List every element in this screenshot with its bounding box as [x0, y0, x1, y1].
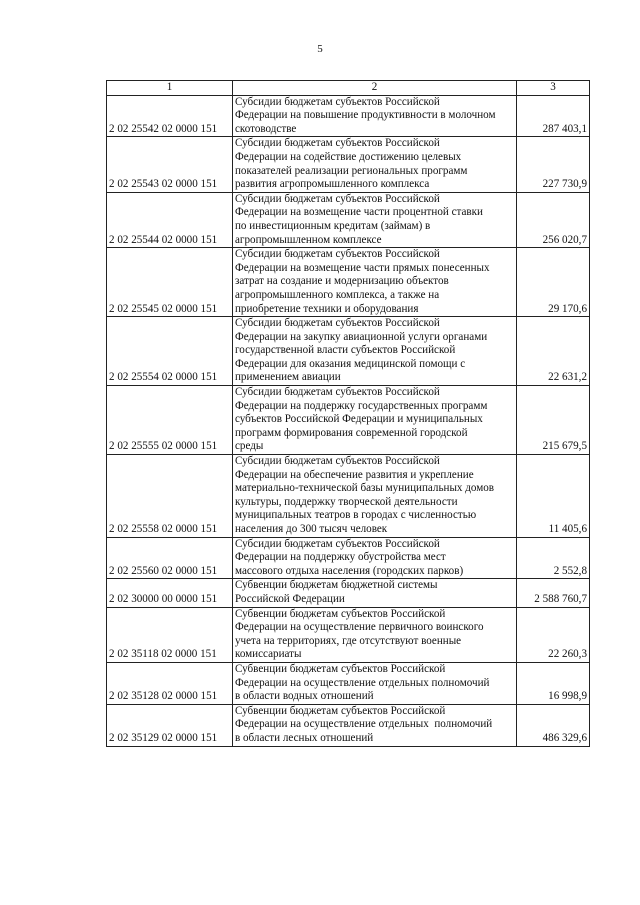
description-line: Федерации на осуществление отдельных полномочий: [235, 718, 493, 731]
description-line: Субсидии бюджетам субъектов Российской: [235, 137, 440, 150]
description-line: в области водных отношений: [235, 690, 374, 703]
revenue-code: 2 02 35118 02 0000 151: [107, 607, 233, 662]
table-row: [107, 537, 590, 579]
description-line: муниципальных театров в городах с численностью: [235, 509, 477, 522]
column-header-1: 1: [107, 81, 233, 96]
revenue-code: 2 02 30000 00 0000 151: [107, 579, 233, 607]
description-line: населения до 300 тысяч человек: [235, 523, 388, 535]
revenue-description: [233, 704, 517, 746]
table-row: [107, 317, 590, 386]
description-line: культуры, поддержку творческой деятельности: [235, 495, 458, 508]
description-line: Федерации на содействие достижению целевых: [235, 150, 462, 163]
revenue-code: 2 02 25560 02 0000 151: [107, 537, 233, 579]
description-line: по инвестиционным кредитам (займам) в: [235, 219, 431, 232]
description-line: агропромышленного комплекса, а также на: [235, 288, 440, 301]
table-row: [107, 662, 590, 704]
description-line: Субсидии бюджетам субъектов Российской: [235, 248, 440, 261]
description-line: комиссариаты: [235, 648, 302, 661]
revenue-description: [233, 317, 517, 386]
table-row: [107, 579, 590, 607]
revenue-description: [233, 248, 517, 317]
revenue-code: 2 02 25543 02 0000 151: [107, 137, 233, 192]
table-row: [107, 192, 590, 247]
description-line: среды: [235, 440, 264, 453]
description-line: Субсидии бюджетам субъектов Российской: [235, 317, 440, 330]
revenue-amount: 256 020,7: [517, 192, 590, 247]
description-line: приобретение техники и оборудования: [235, 302, 419, 315]
description-line: Федерации для оказания медицинской помощи с: [235, 357, 466, 370]
description-line: Федерации на осуществление отдельных полномочий: [235, 676, 490, 689]
revenue-code: 2 02 35129 02 0000 151: [107, 704, 233, 746]
table-row: [107, 704, 590, 746]
revenue-amount: 22 260,3: [517, 607, 590, 662]
description-line: Субсидии бюджетам субъектов Российской: [235, 537, 440, 550]
description-line: субъектов Российской Федерации и муниципальных: [235, 413, 483, 426]
revenue-amount: 227 730,9: [517, 137, 590, 192]
description-line: государственной власти субъектов Российской: [235, 344, 456, 357]
description-line: Федерации на возмещение части прямых понесенных: [235, 261, 490, 274]
revenue-code: 2 02 25554 02 0000 151: [107, 317, 233, 386]
description-line: Субсидии бюджетам субъектов Российской: [235, 192, 440, 205]
description-line: показателей реализации региональных программ: [235, 164, 468, 177]
revenue-amount: 2 588 760,7: [517, 579, 590, 607]
table-row: [107, 386, 590, 455]
column-header-3: 3: [517, 81, 590, 96]
revenue-amount: 11 405,6: [517, 455, 590, 538]
description-line: Субсидии бюджетам субъектов Российской: [235, 455, 440, 468]
revenue-amount: 486 329,6: [517, 704, 590, 746]
description-line: Субвенции бюджетам бюджетной системы: [235, 579, 438, 592]
revenue-code: 2 02 25544 02 0000 151: [107, 192, 233, 247]
revenue-description: [233, 95, 517, 137]
description-line: Федерации на поддержку обустройства мест: [235, 551, 446, 564]
revenue-code: 2 02 25542 02 0000 151: [107, 95, 233, 137]
revenue-description: [233, 579, 517, 607]
description-line: Федерации на повышение продуктивности в молочном: [235, 109, 496, 122]
description-line: Федерации на возмещение части процентной ставки: [235, 206, 483, 219]
revenue-description: [233, 386, 517, 455]
column-header-2: 2: [233, 81, 517, 96]
revenue-description: [233, 192, 517, 247]
table-row: [107, 248, 590, 317]
revenue-amount: 2 552,8: [517, 537, 590, 579]
table-row: [107, 607, 590, 662]
description-line: затрат на создание и модернизацию объектов: [235, 275, 449, 288]
description-line: применением авиации: [235, 371, 341, 384]
revenue-amount: 215 679,5: [517, 386, 590, 455]
description-line: скотоводстве: [235, 122, 297, 135]
description-line: Российской Федерации: [235, 592, 345, 605]
revenue-code: 2 02 25545 02 0000 151: [107, 248, 233, 317]
revenue-description: [233, 455, 517, 538]
description-line: Субвенции бюджетам субъектов Российской: [235, 704, 446, 717]
revenue-code: 2 02 35128 02 0000 151: [107, 662, 233, 704]
description-line: агропромышленном комплексе: [235, 233, 382, 246]
table-row: [107, 455, 590, 538]
description-line: Федерации на обеспечение развития и укрепление: [235, 468, 474, 481]
revenue-amount: 22 631,2: [517, 317, 590, 386]
description-line: Субсидии бюджетам субъектов Российской: [235, 386, 440, 399]
description-line: материально-технической базы муниципальных домов: [235, 482, 495, 495]
description-line: Федерации на осуществление первичного воинского: [235, 621, 484, 634]
revenue-amount: 16 998,9: [517, 662, 590, 704]
description-line: Субсидии бюджетам субъектов Российской: [235, 95, 440, 108]
description-line: массового отдыха населения (городских парков): [235, 564, 464, 577]
revenue-description: [233, 607, 517, 662]
budget-revenue-table: [106, 80, 590, 747]
table-row: [107, 95, 590, 137]
revenue-description: [233, 537, 517, 579]
description-line: развития агропромышленного комплекса: [235, 178, 430, 191]
revenue-description: [233, 662, 517, 704]
revenue-code: 2 02 25558 02 0000 151: [107, 455, 233, 538]
table-header-row: [107, 81, 590, 96]
table-row: [107, 137, 590, 192]
revenue-amount: 29 170,6: [517, 248, 590, 317]
revenue-description: [233, 137, 517, 192]
revenue-code: 2 02 25555 02 0000 151: [107, 386, 233, 455]
description-line: Субвенции бюджетам субъектов Российской: [235, 607, 446, 620]
description-line: в области лесных отношений: [235, 731, 374, 744]
page-number: 5: [317, 43, 323, 55]
description-line: программ формирования современной городской: [235, 426, 468, 439]
description-line: Субвенции бюджетам субъектов Российской: [235, 662, 446, 675]
description-line: учета на территориях, где отсутствуют военные: [235, 634, 462, 647]
description-line: Федерации на поддержку государственных программ: [235, 399, 488, 412]
revenue-amount: 287 403,1: [517, 95, 590, 137]
description-line: Федерации на закупку авиационной услуги органами: [235, 330, 488, 343]
